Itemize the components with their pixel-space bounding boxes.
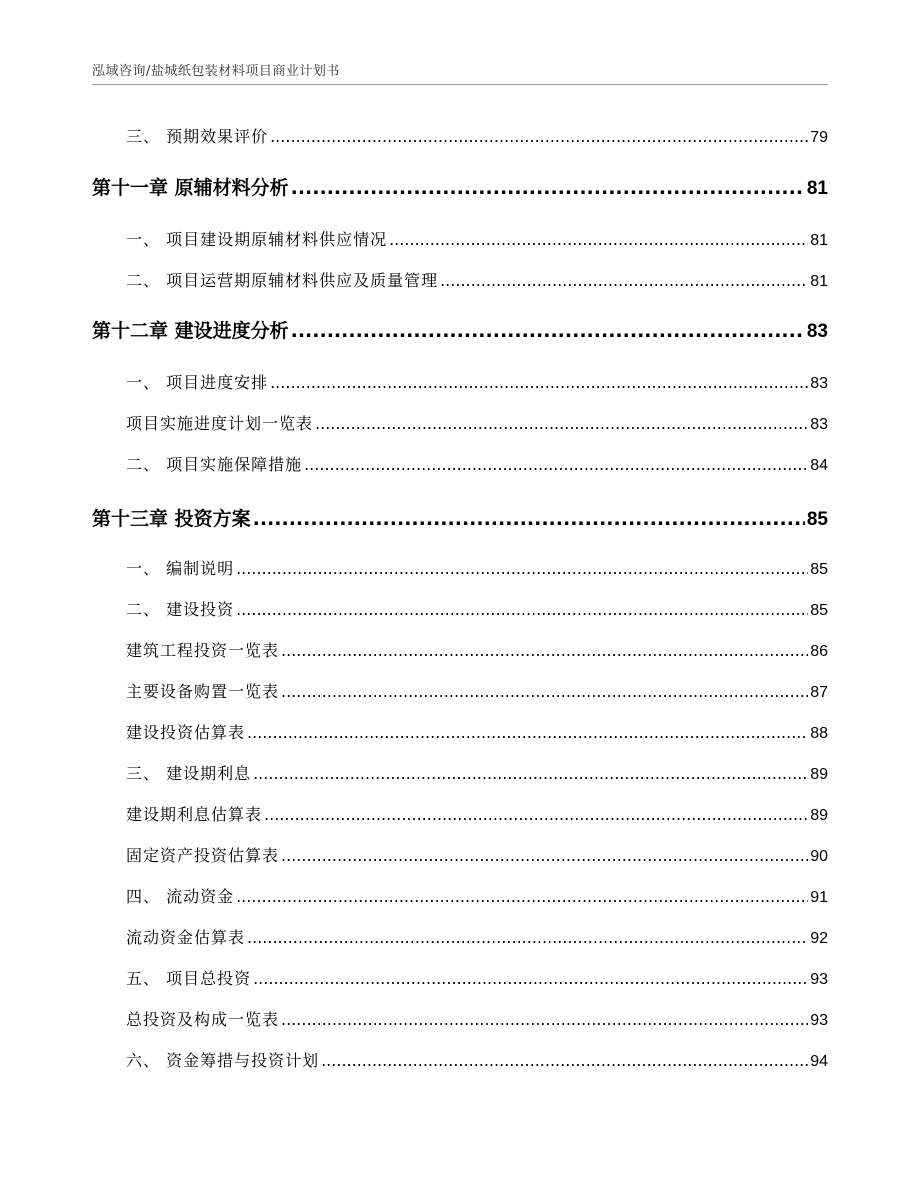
toc-entry-total-investment-table[interactable] [126, 1007, 828, 1030]
toc-entry-building-works-table[interactable] [126, 638, 828, 661]
toc-entry-interest[interactable] [126, 761, 828, 784]
toc-leader-dots [291, 177, 805, 199]
toc-leader-dots [315, 414, 808, 433]
toc-leader-dots [270, 373, 808, 392]
toc-page-number: 88 [810, 725, 828, 742]
toc-entry-preparation-notes[interactable] [126, 556, 828, 579]
toc-entry-title: 建筑工程投资一览表 [126, 641, 280, 660]
toc-page-number: 84 [810, 457, 828, 474]
toc-entry-working-capital[interactable] [126, 884, 828, 907]
toc-page-number: 81 [810, 232, 828, 249]
toc-leader-dots [281, 641, 808, 660]
toc-entry-title: 二、 建设投资 [126, 600, 235, 619]
toc-entry-title: 五、 项目总投资 [126, 969, 252, 988]
toc-entry-equipment-table[interactable] [126, 679, 828, 702]
toc-leader-dots [270, 127, 808, 146]
toc-leader-dots [253, 508, 805, 530]
toc-entry-title: 一、 编制说明 [126, 559, 235, 578]
toc-entry-title: 三、 建设期利息 [126, 764, 252, 783]
toc-page-number: 87 [810, 684, 828, 701]
toc-entry-title: 建设投资估算表 [126, 723, 246, 742]
toc-entry-fixed-assets-table[interactable] [126, 843, 828, 866]
toc-entry-title: 建设期利息估算表 [126, 805, 263, 824]
toc-page-number: 83 [806, 321, 828, 342]
toc-entry-safeguards[interactable] [126, 452, 828, 475]
toc-page-number: 81 [806, 178, 828, 199]
toc-page-number: 83 [810, 416, 828, 433]
toc-entry-title: 六、 资金筹措与投资计划 [126, 1051, 320, 1070]
toc-leader-dots [304, 455, 808, 474]
toc-page-number: 93 [810, 971, 828, 988]
toc-entry-working-capital-table[interactable] [126, 925, 828, 948]
toc-page-number: 79 [810, 129, 828, 146]
toc-leader-dots [253, 969, 808, 988]
toc-entry-title: 一、 项目建设期原辅材料供应情况 [126, 230, 388, 249]
toc-entry-title: 三、 预期效果评价 [126, 127, 269, 146]
toc-page-number: 90 [810, 848, 828, 865]
toc-page-number: 81 [810, 273, 828, 290]
toc-leader-dots [291, 320, 805, 342]
toc-leader-dots [236, 600, 808, 619]
toc-chapter-12[interactable] [92, 316, 828, 343]
toc-entry-title: 主要设备购置一览表 [126, 682, 280, 701]
toc-leader-dots [236, 559, 808, 578]
toc-entry-title: 一、 项目进度安排 [126, 373, 269, 392]
toc-leader-dots [236, 887, 808, 906]
toc-page-number: 85 [806, 509, 828, 530]
toc-leader-dots [253, 764, 808, 783]
toc-entry-title: 固定资产投资估算表 [126, 846, 280, 865]
toc-chapter-11[interactable] [92, 173, 828, 200]
toc-entry-title: 四、 流动资金 [126, 887, 235, 906]
toc-page-number: 91 [810, 889, 828, 906]
toc-page-number: 89 [810, 807, 828, 824]
toc-page-number: 94 [810, 1053, 828, 1070]
toc-entry-interest-table[interactable] [126, 802, 828, 825]
toc-leader-dots [389, 230, 808, 249]
toc-leader-dots [281, 682, 808, 701]
toc-entry-schedule-table[interactable] [126, 411, 828, 434]
toc-entry-operation-supply[interactable] [126, 268, 828, 291]
toc-entry-title: 总投资及构成一览表 [126, 1010, 280, 1029]
toc-leader-dots [281, 1010, 808, 1029]
toc-entry-construction-supply[interactable] [126, 227, 828, 250]
toc-page-number: 85 [810, 602, 828, 619]
toc-leader-dots [321, 1051, 808, 1070]
toc-page-number: 86 [810, 643, 828, 660]
toc-leader-dots [440, 271, 808, 290]
toc-leader-dots [281, 846, 808, 865]
toc-entry-schedule[interactable] [126, 370, 828, 393]
toc-page-number: 93 [810, 1012, 828, 1029]
toc-entry-title: 二、 项目实施保障措施 [126, 455, 303, 474]
toc-page-number: 92 [810, 930, 828, 947]
toc-entry-title: 流动资金估算表 [126, 928, 246, 947]
toc-entry-expected-effect[interactable] [126, 124, 828, 147]
toc-leader-dots [264, 805, 808, 824]
toc-entry-financing-plan[interactable] [126, 1048, 828, 1071]
toc-entry-construction-investment[interactable] [126, 597, 828, 620]
toc-entry-title: 第十二章 建设进度分析 [92, 320, 289, 342]
toc-entry-title: 二、 项目运营期原辅材料供应及质量管理 [126, 271, 439, 290]
toc-entry-total-investment[interactable] [126, 966, 828, 989]
toc-entry-investment-estimate-table[interactable] [126, 720, 828, 743]
toc-page-number: 85 [810, 561, 828, 578]
toc-leader-dots [247, 928, 808, 947]
toc-chapter-13[interactable] [92, 504, 828, 531]
toc-leader-dots [247, 723, 808, 742]
toc-entry-title: 第十三章 投资方案 [92, 508, 251, 530]
toc-entry-title: 第十一章 原辅材料分析 [92, 177, 289, 199]
running-header: 泓域咨询/盐城纸包装材料项目商业计划书 [92, 64, 340, 79]
toc-entry-title: 项目实施进度计划一览表 [126, 414, 314, 433]
toc-page-number: 83 [810, 375, 828, 392]
toc-page-number: 89 [810, 766, 828, 783]
